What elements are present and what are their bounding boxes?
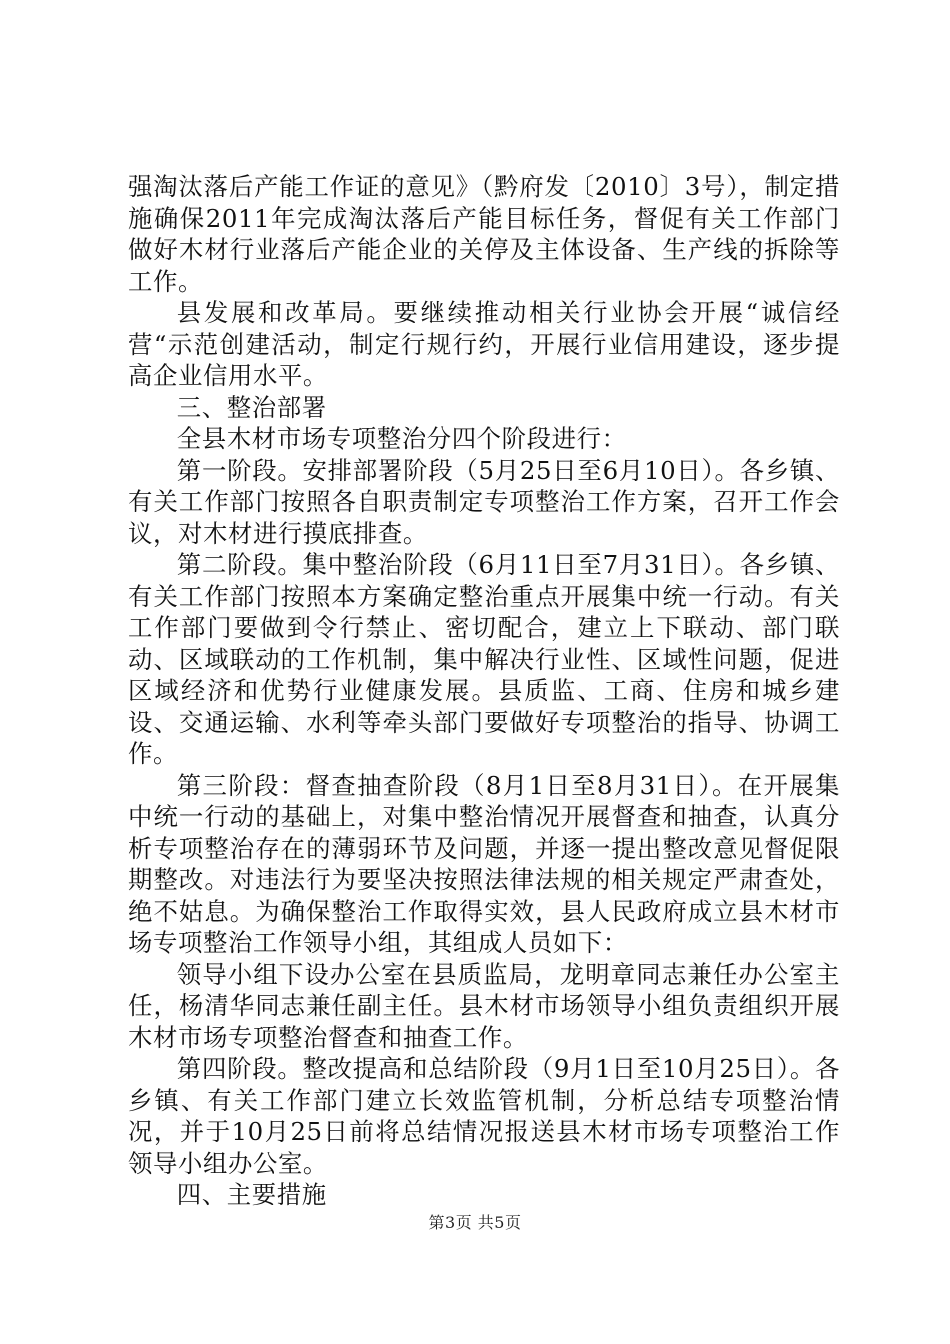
paragraph-stage-four: 第四阶段。整改提高和总结阶段（9月1日至10月25日）。各乡镇、有关工作部门建立长效监管机制，分析总结专项整治情况，并于10月25日前将总结情况报送县木材市场专项整治工作领导小组办公室。 xyxy=(128,1054,840,1178)
paragraph-continuation: 强淘汰落后产能工作证的意见》（黔府发〔2010〕3号），制定措施确保2011年完成淘汰落后产能目标任务，督促有关工作部门做好木材行业落后产能企业的关停及主体设备、生产线的拆除等工作。 xyxy=(128,172,840,296)
paragraph-stage-two: 第二阶段。集中整治阶段（6月11日至7月31日）。各乡镇、有关工作部门按照本方案确定整治重点开展集中统一行动。有关工作部门要做到令行禁止、密切配合，建立上下联动、部门联动、区域联动的工作机制，集中解决行业性、区域性问题，促进区域经济和优势行业健康发展。县质监、工商、住房和城乡建设、交通运输、水利等牵头部门要做好专项整治的指导、协调工作。 xyxy=(128,550,840,768)
paragraph-stage-one: 第一阶段。安排部署阶段（5月25日至6月10日）。各乡镇、有关工作部门按照各自职责制定专项整治工作方案，召开工作会议，对木材进行摸底排查。 xyxy=(128,455,840,548)
document-body xyxy=(128,171,840,1211)
paragraph-stage-three: 第三阶段：督查抽查阶段（8月1日至8月31日）。在开展集中统一行动的基础上，对集中整治情况开展督查和抽查，认真分析专项整治存在的薄弱环节及问题，并逐一提出整改意见督促限期整改。对违法行为要坚决按照法律法规的相关规定严肃查处，绝不姑息。为确保整治工作取得实效，县人民政府成立县木材市场专项整治工作领导小组，其组成人员如下： xyxy=(128,770,840,957)
paragraph-four-stages: 全县木材市场专项整治分四个阶段进行： xyxy=(176,424,627,453)
paragraph-leading-group-office: 领导小组下设办公室在县质监局，龙明章同志兼任办公室主任，杨清华同志兼任副主任。县木材市场领导小组负责组织开展木材市场专项整治督查和抽查工作。 xyxy=(128,959,840,1052)
section-heading-deployment: 三、整治部署 xyxy=(176,392,327,422)
page-footer-number: 第3页 共5页 xyxy=(428,1213,522,1232)
paragraph-development-bureau: 县发展和改革局。要继续推动相关行业协会开展“诚信经营“示范创建活动，制定行规行约，开展行业信用建设，逐步提高企业信用水平。 xyxy=(128,298,840,390)
section-heading-main-measures: 四、主要措施 xyxy=(176,1180,327,1209)
